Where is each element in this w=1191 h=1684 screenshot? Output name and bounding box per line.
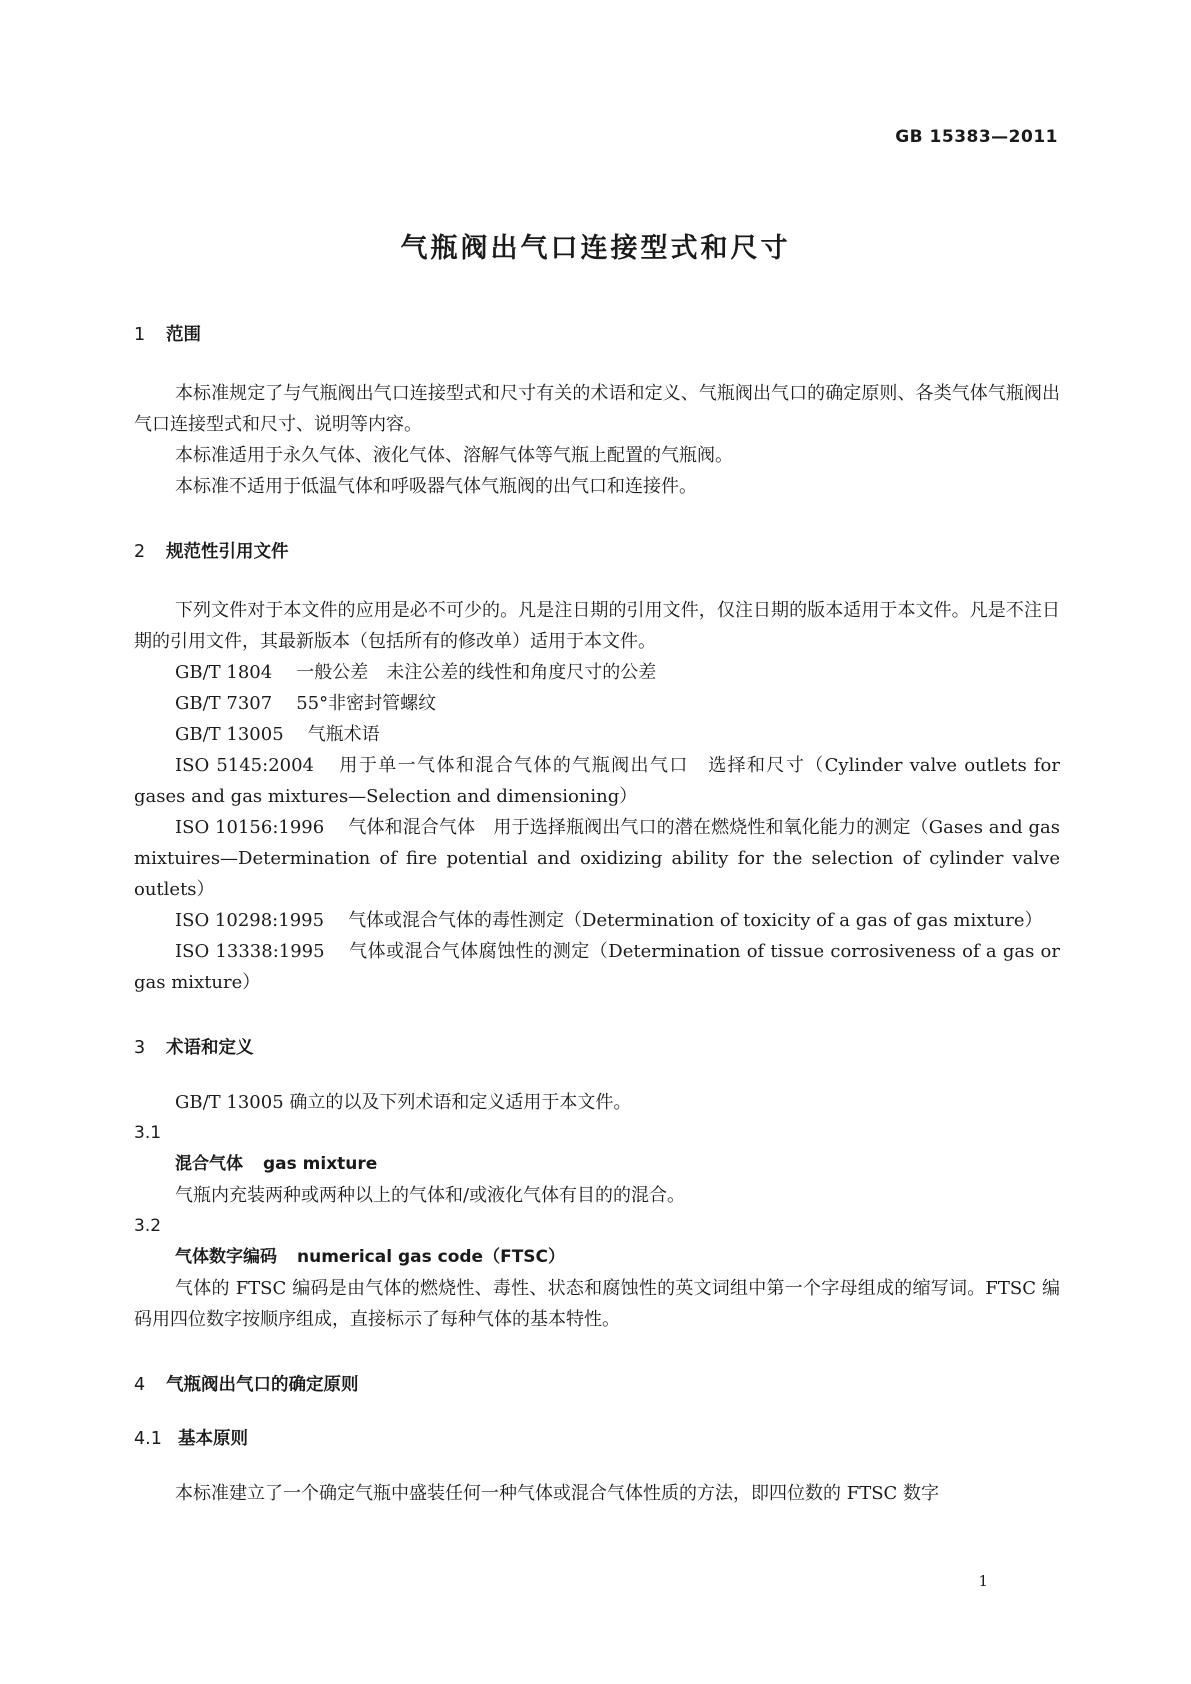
section-1-paragraph: 本标准规定了与气瓶阀出气口连接型式和尺寸有关的术语和定义、气瓶阀出气口的确定原则、各类气体气瓶阀出气口连接型式和尺寸、说明等内容。 xyxy=(134,383,1060,435)
reference-item: GB/T 13005 气瓶术语 xyxy=(175,724,380,745)
term-definition: 气体的 FTSC 编码是由气体的燃烧性、毒性、状态和腐蚀性的英文词组中第一个字母组成的缩写词。FTSC 编码用四位数字按顺序组成，直接标示了每种气体的基本特性。 xyxy=(134,1278,1060,1330)
document-body xyxy=(134,320,1060,1509)
term-name: 气体数字编码 numerical gas code（FTSC） xyxy=(175,1247,566,1267)
term-number: 3.2 xyxy=(134,1216,162,1236)
reference-item: GB/T 7307 55°非密封管螺纹 xyxy=(175,693,437,714)
page-number: 1 xyxy=(978,1572,988,1590)
section-1-paragraph: 本标准不适用于低温气体和呼吸器气体气瓶阀的出气口和连接件。 xyxy=(175,476,697,497)
reference-item: ISO 10156:1996 气体和混合气体 用于选择瓶阀出气口的潜在燃烧性和氧化能力的测定（Gases and gas mixtuires—Determination of fire potential and oxidizing ability for the selection of cylinder valve outlets） xyxy=(134,817,1061,900)
document-title: 气瓶阀出气口连接型式和尺寸 xyxy=(400,233,791,264)
term-definition: 气瓶内充装两种或两种以上的气体和/或液化气体有目的的混合。 xyxy=(175,1185,686,1206)
reference-item: GB/T 1804 一般公差 未注公差的线性和角度尺寸的公差 xyxy=(175,662,657,683)
reference-item: ISO 5145:2004 用于单一气体和混合气体的气瓶阀出气口 选择和尺寸（Cylinder valve outlets for gases and gas mixtures—Selection and dimensioning） xyxy=(134,755,1060,807)
section-3-intro: GB/T 13005 确立的以及下列术语和定义适用于本文件。 xyxy=(175,1092,632,1113)
section-4-heading: 4 气瓶阀出气口的确定原则 xyxy=(134,1375,359,1395)
term-name: 混合气体 gas mixture xyxy=(175,1154,378,1174)
term-number: 3.1 xyxy=(134,1123,162,1143)
section-3-heading: 3 术语和定义 xyxy=(134,1038,254,1058)
document-code: GB 15383—2011 xyxy=(895,127,1058,147)
subsection-4-1-text: 本标准建立了一个确定气瓶中盛装任何一种气体或混合气体性质的方法，即四位数的 FTSC 数字 xyxy=(175,1483,940,1504)
section-1-heading: 1 范围 xyxy=(134,325,201,345)
reference-item: ISO 10298:1995 气体或混合气体的毒性测定（Determination of toxicity of a gas of gas mixture） xyxy=(175,910,1043,931)
section-2-intro: 下列文件对于本文件的应用是必不可少的。凡是注日期的引用文件，仅注日期的版本适用于本文件。凡是不注日期的引用文件，其最新版本（包括所有的修改单）适用于本文件。 xyxy=(134,600,1060,652)
reference-item: ISO 13338:1995 气体或混合气体腐蚀性的测定（Determination of tissue corrosiveness of a gas or gas mixture） xyxy=(134,941,1060,993)
section-1-paragraph: 本标准适用于永久气体、液化气体、溶解气体等气瓶上配置的气瓶阀。 xyxy=(175,445,733,466)
subsection-4-1-heading: 4.1 基本原则 xyxy=(134,1429,248,1449)
section-2-heading: 2 规范性引用文件 xyxy=(134,542,289,562)
